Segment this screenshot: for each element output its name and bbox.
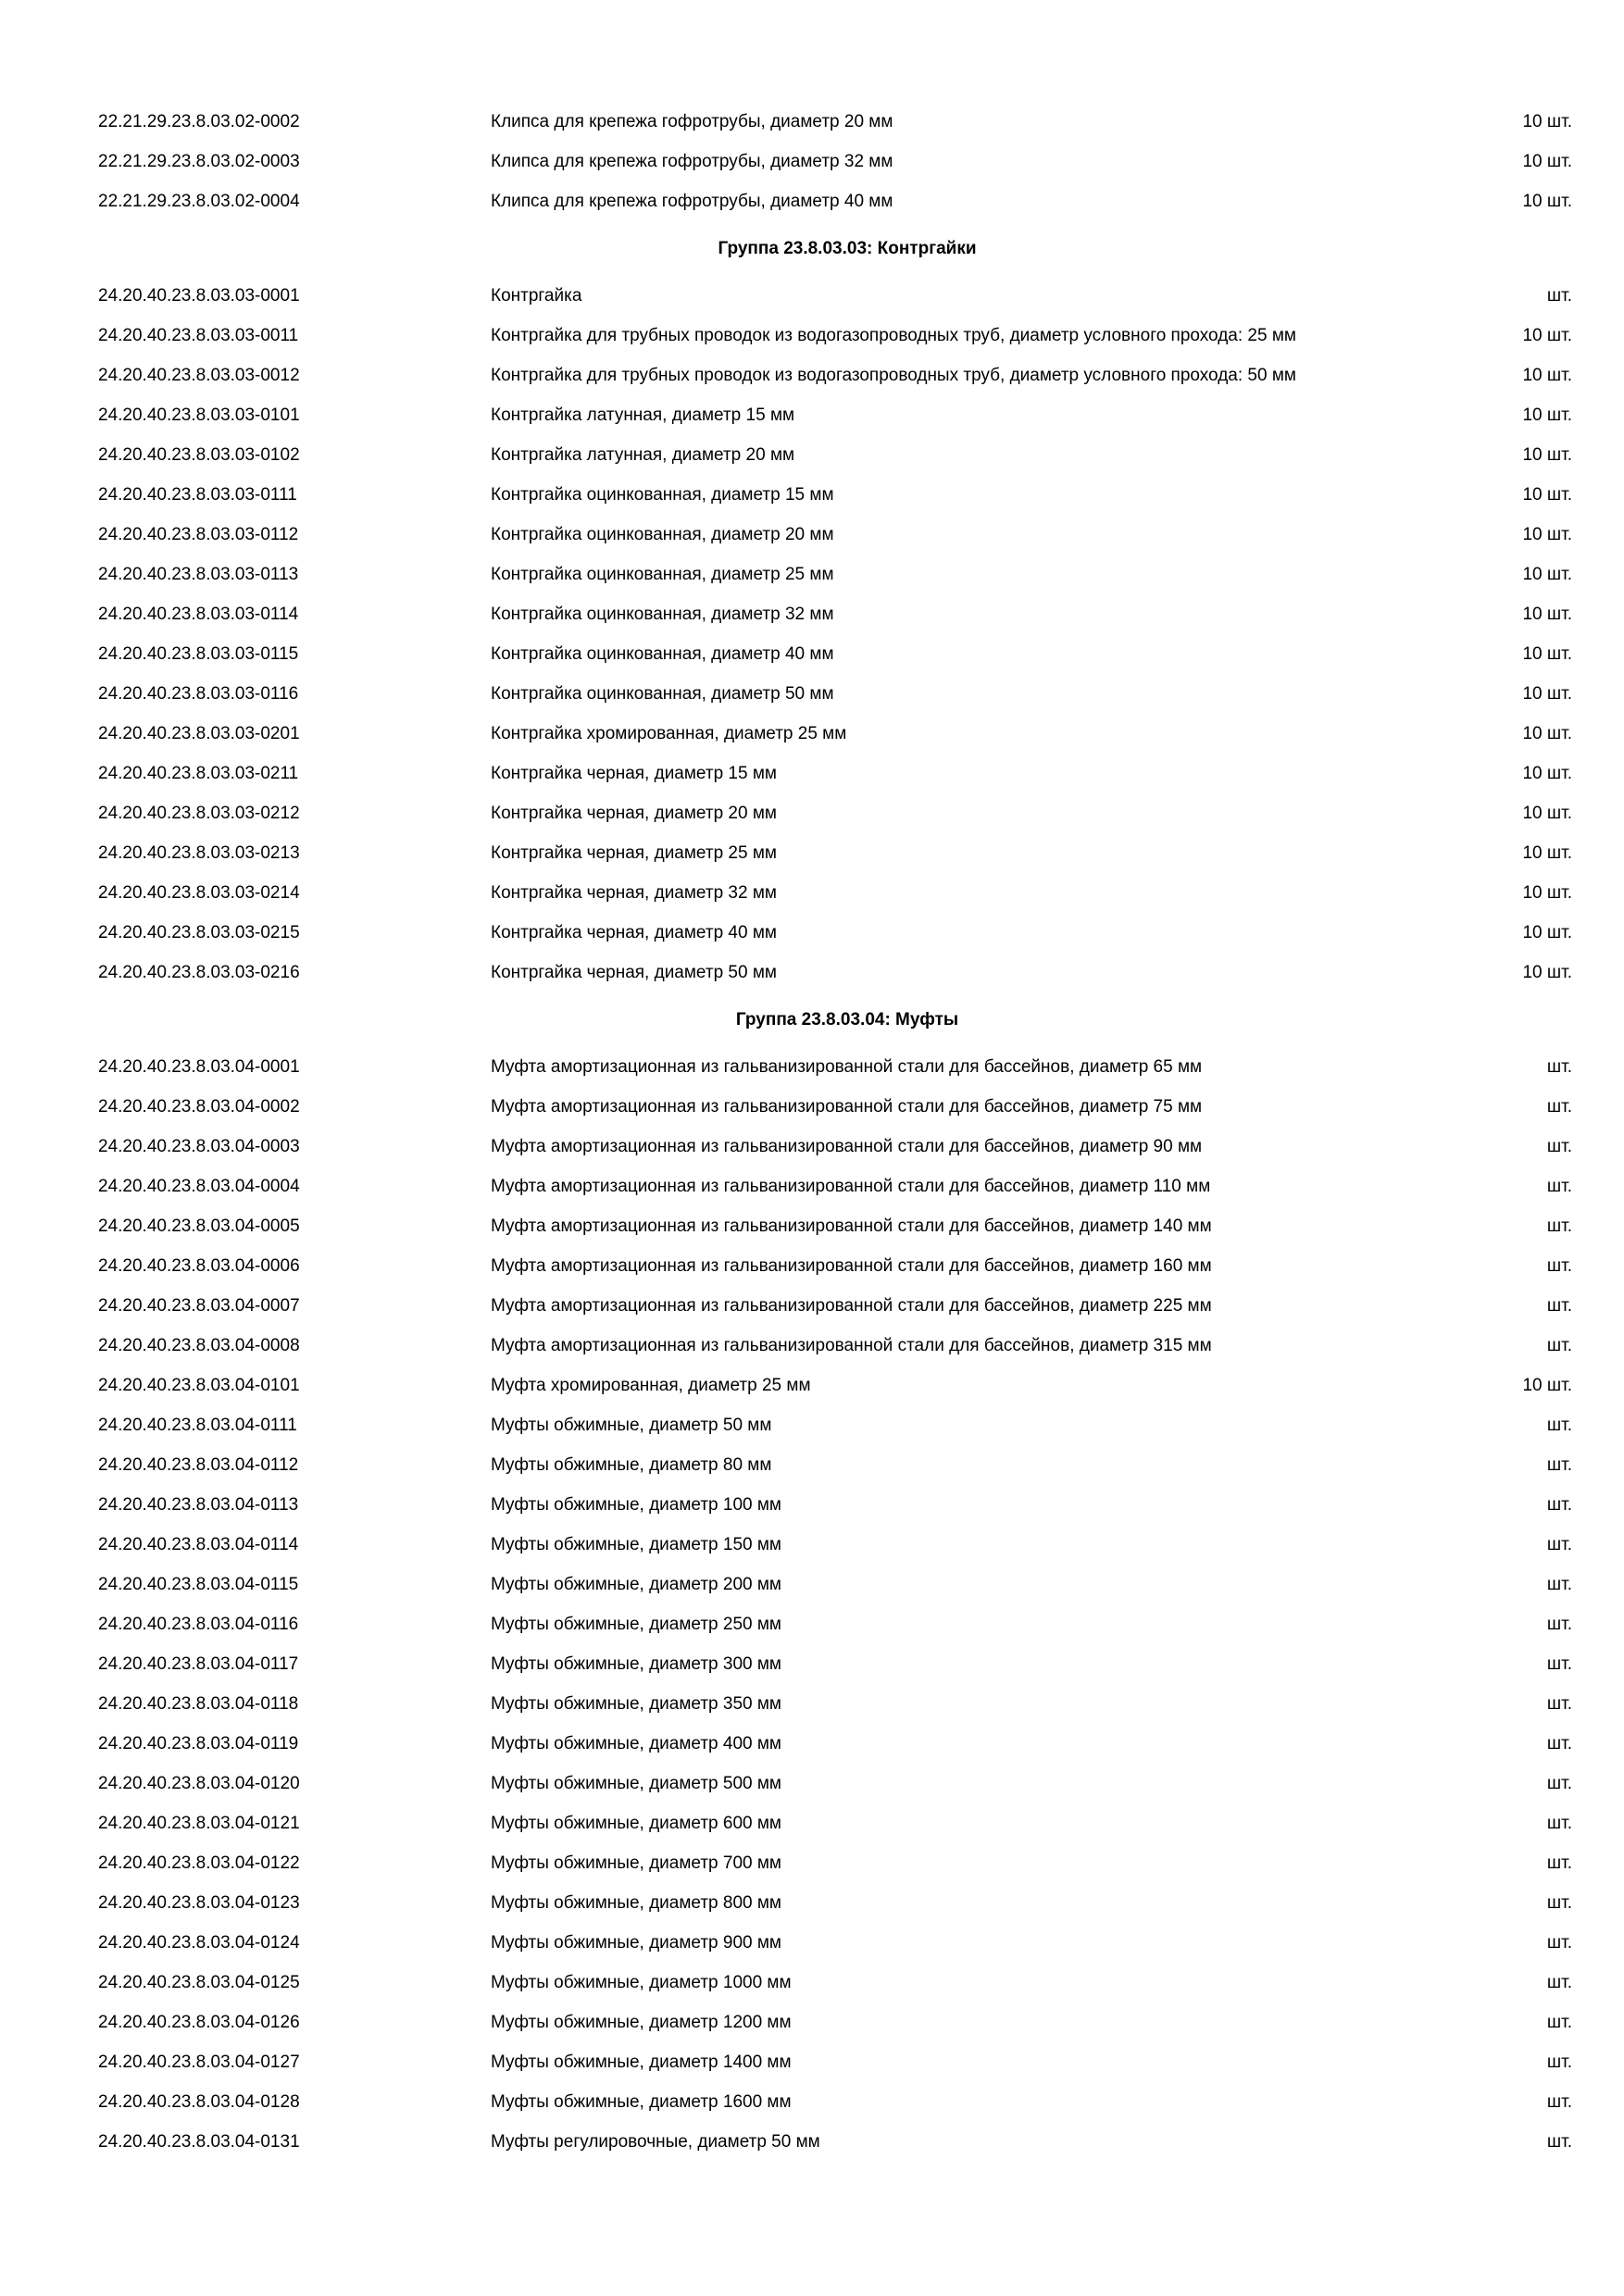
table-row — [98, 754, 1583, 793]
resource-name: Муфты обжимные, диаметр 150 мм — [491, 1535, 781, 1554]
resource-name: Контргайка черная, диаметр 40 мм — [491, 923, 777, 942]
table-row — [98, 1047, 1583, 1087]
table-row — [98, 1087, 1583, 1127]
resource-code: 24.20.40.23.8.03.04-0131 — [98, 2132, 300, 2152]
unit-of-measure: шт. — [1546, 1694, 1572, 1714]
resource-code: 22.21.29.23.8.03.02-0004 — [98, 192, 300, 211]
table-row — [98, 1684, 1583, 1724]
resource-name: Клипса для крепежа гофротрубы, диаметр 40 мм — [491, 192, 893, 211]
resource-code: 24.20.40.23.8.03.03-0114 — [98, 605, 299, 624]
unit-of-measure: 10 шт. — [1522, 366, 1572, 385]
resource-code: 24.20.40.23.8.03.04-0128 — [98, 2092, 300, 2112]
resource-name: Муфты обжимные, диаметр 1200 мм — [491, 2013, 792, 2032]
table-row — [98, 1843, 1583, 1883]
table-row — [98, 714, 1583, 754]
resource-name: Муфта амортизационная из гальванизированной стали для бассейнов, диаметр 140 мм — [491, 1217, 1212, 1236]
unit-of-measure: 10 шт. — [1522, 192, 1572, 211]
table-row — [98, 1445, 1583, 1485]
resource-name: Контргайка для трубных проводок из водогазопроводных труб, диаметр условного прохода: 50 мм — [491, 366, 1296, 385]
table-row — [98, 913, 1583, 953]
table-row — [98, 1565, 1583, 1604]
unit-of-measure: шт. — [1546, 1734, 1572, 1753]
resource-name: Муфта амортизационная из гальванизированной стали для бассейнов, диаметр 110 мм — [491, 1177, 1211, 1196]
resource-code: 24.20.40.23.8.03.04-0120 — [98, 1774, 300, 1793]
resource-name: Муфты регулировочные, диаметр 50 мм — [491, 2132, 820, 2152]
unit-of-measure: шт. — [1546, 1575, 1572, 1594]
unit-of-measure: 10 шт. — [1522, 883, 1572, 903]
resource-code: 24.20.40.23.8.03.03-0212 — [98, 804, 300, 823]
resource-code: 24.20.40.23.8.03.03-0216 — [98, 963, 300, 982]
resource-code: 22.21.29.23.8.03.02-0002 — [98, 112, 300, 131]
table-row — [98, 1525, 1583, 1565]
unit-of-measure: 10 шт. — [1522, 684, 1572, 704]
table-row — [98, 1167, 1583, 1206]
resource-name: Муфты обжимные, диаметр 700 мм — [491, 1853, 781, 1873]
table-row — [98, 2042, 1583, 2082]
resource-name: Контргайка оцинкованная, диаметр 15 мм — [491, 485, 834, 505]
table-row — [98, 1963, 1583, 2003]
resource-code: 24.20.40.23.8.03.03-0113 — [98, 565, 299, 584]
resource-code: 24.20.40.23.8.03.04-0114 — [98, 1535, 299, 1554]
resource-name: Контргайка черная, диаметр 50 мм — [491, 963, 777, 982]
resource-code: 24.20.40.23.8.03.04-0101 — [98, 1376, 300, 1395]
unit-of-measure: шт. — [1546, 1177, 1572, 1196]
unit-of-measure: шт. — [1546, 1217, 1572, 1236]
unit-of-measure: 10 шт. — [1522, 724, 1572, 743]
resource-code: 24.20.40.23.8.03.04-0005 — [98, 1217, 300, 1236]
table-row — [98, 1764, 1583, 1803]
resource-name: Контргайка оцинкованная, диаметр 25 мм — [491, 565, 834, 584]
resource-code: 24.20.40.23.8.03.04-0125 — [98, 1973, 300, 1992]
unit-of-measure: шт. — [1546, 1256, 1572, 1276]
resource-name: Муфты обжимные, диаметр 600 мм — [491, 1814, 781, 1833]
unit-of-measure: шт. — [1546, 1615, 1572, 1634]
resource-code: 24.20.40.23.8.03.03-0215 — [98, 923, 300, 942]
resource-code: 24.20.40.23.8.03.04-0116 — [98, 1615, 299, 1634]
unit-of-measure: шт. — [1546, 1893, 1572, 1913]
table-row — [98, 102, 1583, 142]
table-row — [98, 833, 1583, 873]
unit-of-measure: 10 шт. — [1522, 485, 1572, 505]
resource-code: 24.20.40.23.8.03.03-0115 — [98, 644, 299, 664]
table-row — [98, 435, 1583, 475]
unit-of-measure: шт. — [1546, 286, 1572, 306]
unit-of-measure: шт. — [1546, 1455, 1572, 1475]
resource-name: Контргайка черная, диаметр 15 мм — [491, 764, 777, 783]
resource-code: 24.20.40.23.8.03.04-0001 — [98, 1057, 300, 1077]
unit-of-measure: шт. — [1546, 1814, 1572, 1833]
resource-code: 24.20.40.23.8.03.04-0124 — [98, 1933, 300, 1953]
unit-of-measure: шт. — [1546, 1973, 1572, 1992]
resource-code: 24.20.40.23.8.03.03-0214 — [98, 883, 300, 903]
group-section — [98, 102, 1583, 221]
resource-code: 24.20.40.23.8.03.04-0122 — [98, 1853, 300, 1873]
unit-of-measure: 10 шт. — [1522, 644, 1572, 664]
resource-code: 24.20.40.23.8.03.04-0118 — [98, 1694, 299, 1714]
unit-of-measure: шт. — [1546, 1137, 1572, 1156]
unit-of-measure: шт. — [1546, 2092, 1572, 2112]
resource-code: 24.20.40.23.8.03.04-0007 — [98, 1296, 300, 1316]
table-row — [98, 276, 1583, 316]
group-section — [98, 221, 1583, 992]
table-row — [98, 2003, 1583, 2042]
unit-of-measure: 10 шт. — [1522, 804, 1572, 823]
resource-code: 24.20.40.23.8.03.04-0008 — [98, 1336, 300, 1355]
table-row — [98, 1127, 1583, 1167]
resource-name: Контргайка черная, диаметр 20 мм — [491, 804, 777, 823]
resource-name: Муфты обжимные, диаметр 350 мм — [491, 1694, 781, 1714]
resource-code: 24.20.40.23.8.03.04-0121 — [98, 1814, 300, 1833]
unit-of-measure: шт. — [1546, 1336, 1572, 1355]
resource-name: Контргайка оцинкованная, диаметр 40 мм — [491, 644, 834, 664]
table-row — [98, 1803, 1583, 1843]
resource-code: 24.20.40.23.8.03.04-0123 — [98, 1893, 300, 1913]
table-row — [98, 1286, 1583, 1326]
table-row — [98, 316, 1583, 356]
table-row — [98, 515, 1583, 555]
resource-name: Клипса для крепежа гофротрубы, диаметр 20 мм — [491, 112, 893, 131]
resource-name: Муфты обжимные, диаметр 200 мм — [491, 1575, 781, 1594]
resource-name: Контргайка оцинкованная, диаметр 50 мм — [491, 684, 834, 704]
table-row — [98, 1206, 1583, 1246]
unit-of-measure: шт. — [1546, 2013, 1572, 2032]
resource-code: 24.20.40.23.8.03.04-0117 — [98, 1654, 299, 1674]
resource-code: 24.20.40.23.8.03.04-0112 — [98, 1455, 299, 1475]
table-row — [98, 142, 1583, 181]
resource-code: 22.21.29.23.8.03.02-0003 — [98, 152, 300, 171]
resource-name: Муфта амортизационная из гальванизированной стали для бассейнов, диаметр 90 мм — [491, 1137, 1203, 1156]
unit-of-measure: шт. — [1546, 1853, 1572, 1873]
resource-code: 24.20.40.23.8.03.04-0111 — [98, 1416, 297, 1435]
unit-of-measure: 10 шт. — [1522, 565, 1572, 584]
unit-of-measure: 10 шт. — [1522, 525, 1572, 544]
resource-name: Муфты обжимные, диаметр 400 мм — [491, 1734, 781, 1753]
unit-of-measure: 10 шт. — [1522, 923, 1572, 942]
group-section — [98, 992, 1583, 2162]
resource-code: 24.20.40.23.8.03.04-0002 — [98, 1097, 300, 1117]
unit-of-measure: 10 шт. — [1522, 963, 1572, 982]
table-row — [98, 953, 1583, 992]
resource-name: Контргайка оцинкованная, диаметр 20 мм — [491, 525, 834, 544]
table-row — [98, 2082, 1583, 2122]
resource-code: 24.20.40.23.8.03.04-0113 — [98, 1495, 299, 1515]
table-row — [98, 555, 1583, 594]
catalog-list — [98, 102, 1583, 2162]
table-row — [98, 674, 1583, 714]
resource-name: Контргайка оцинкованная, диаметр 32 мм — [491, 605, 834, 624]
unit-of-measure: 10 шт. — [1522, 326, 1572, 345]
resource-name: Контргайка черная, диаметр 32 мм — [491, 883, 777, 903]
unit-of-measure: шт. — [1546, 2132, 1572, 2152]
group-heading: Группа 23.8.03.03: Контргайки — [718, 239, 977, 258]
table-row — [98, 475, 1583, 515]
group-heading: Группа 23.8.03.04: Муфты — [735, 1010, 959, 1029]
table-row — [98, 1246, 1583, 1286]
resource-code: 24.20.40.23.8.03.04-0119 — [98, 1734, 299, 1753]
resource-code: 24.20.40.23.8.03.03-0101 — [98, 406, 300, 425]
resource-name: Муфты обжимные, диаметр 100 мм — [491, 1495, 781, 1515]
resource-name: Контргайка черная, диаметр 25 мм — [491, 843, 777, 863]
resource-name: Муфты обжимные, диаметр 250 мм — [491, 1615, 781, 1634]
resource-code: 24.20.40.23.8.03.03-0116 — [98, 684, 299, 704]
resource-name: Муфта амортизационная из гальванизированной стали для бассейнов, диаметр 160 мм — [491, 1256, 1212, 1276]
resource-code: 24.20.40.23.8.03.03-0011 — [98, 326, 299, 345]
resource-code: 24.20.40.23.8.03.03-0213 — [98, 843, 300, 863]
unit-of-measure: 10 шт. — [1522, 1376, 1572, 1395]
table-row — [98, 1366, 1583, 1405]
table-row — [98, 793, 1583, 833]
unit-of-measure: 10 шт. — [1522, 152, 1572, 171]
table-row — [98, 1923, 1583, 1963]
resource-code: 24.20.40.23.8.03.03-0111 — [98, 485, 297, 505]
resource-name: Клипса для крепежа гофротрубы, диаметр 32 мм — [491, 152, 893, 171]
resource-name: Муфта амортизационная из гальванизированной стали для бассейнов, диаметр 225 мм — [491, 1296, 1212, 1316]
unit-of-measure: шт. — [1546, 1416, 1572, 1435]
resource-name: Муфты обжимные, диаметр 80 мм — [491, 1455, 772, 1475]
resource-name: Муфты обжимные, диаметр 1600 мм — [491, 2092, 792, 2112]
unit-of-measure: шт. — [1546, 1774, 1572, 1793]
table-row — [98, 634, 1583, 674]
resource-code: 24.20.40.23.8.03.03-0201 — [98, 724, 300, 743]
resource-name: Муфта амортизационная из гальванизированной стали для бассейнов, диаметр 75 мм — [491, 1097, 1203, 1117]
resource-code: 24.20.40.23.8.03.03-0001 — [98, 286, 300, 306]
resource-code: 24.20.40.23.8.03.04-0006 — [98, 1256, 300, 1276]
resource-name: Контргайка латунная, диаметр 20 мм — [491, 445, 795, 465]
resource-name: Муфты обжимные, диаметр 1000 мм — [491, 1973, 792, 1992]
unit-of-measure: 10 шт. — [1522, 112, 1572, 131]
resource-name: Контргайка латунная, диаметр 15 мм — [491, 406, 795, 425]
resource-code: 24.20.40.23.8.03.04-0115 — [98, 1575, 299, 1594]
table-row — [98, 395, 1583, 435]
table-row — [98, 1485, 1583, 1525]
resource-name: Муфта хромированная, диаметр 25 мм — [491, 1376, 811, 1395]
unit-of-measure: шт. — [1546, 1933, 1572, 1953]
unit-of-measure: 10 шт. — [1522, 605, 1572, 624]
resource-code: 24.20.40.23.8.03.04-0126 — [98, 2013, 300, 2032]
resource-code: 24.20.40.23.8.03.04-0127 — [98, 2053, 300, 2072]
resource-name: Муфта амортизационная из гальванизированной стали для бассейнов, диаметр 315 мм — [491, 1336, 1212, 1355]
resource-code: 24.20.40.23.8.03.04-0004 — [98, 1177, 300, 1196]
resource-name: Муфты обжимные, диаметр 900 мм — [491, 1933, 781, 1953]
resource-code: 24.20.40.23.8.03.03-0012 — [98, 366, 300, 385]
resource-name: Муфта амортизационная из гальванизированной стали для бассейнов, диаметр 65 мм — [491, 1057, 1203, 1077]
resource-name: Муфты обжимные, диаметр 300 мм — [491, 1654, 781, 1674]
table-row — [98, 1724, 1583, 1764]
resource-name: Муфты обжимные, диаметр 800 мм — [491, 1893, 781, 1913]
table-row — [98, 1604, 1583, 1644]
unit-of-measure: 10 шт. — [1522, 406, 1572, 425]
unit-of-measure: 10 шт. — [1522, 764, 1572, 783]
unit-of-measure: шт. — [1546, 1535, 1572, 1554]
table-row — [98, 356, 1583, 395]
unit-of-measure: шт. — [1546, 2053, 1572, 2072]
table-row — [98, 1326, 1583, 1366]
unit-of-measure: 10 шт. — [1522, 445, 1572, 465]
resource-code: 24.20.40.23.8.03.04-0003 — [98, 1137, 300, 1156]
table-row — [98, 1883, 1583, 1923]
table-row — [98, 594, 1583, 634]
resource-code: 24.20.40.23.8.03.03-0112 — [98, 525, 299, 544]
resource-code: 24.20.40.23.8.03.03-0211 — [98, 764, 299, 783]
table-row — [98, 1405, 1583, 1445]
resource-name: Муфты обжимные, диаметр 500 мм — [491, 1774, 781, 1793]
resource-code: 24.20.40.23.8.03.03-0102 — [98, 445, 300, 465]
table-row — [98, 181, 1583, 221]
unit-of-measure: 10 шт. — [1522, 843, 1572, 863]
resource-name: Муфты обжимные, диаметр 50 мм — [491, 1416, 772, 1435]
unit-of-measure: шт. — [1546, 1097, 1572, 1117]
table-row — [98, 873, 1583, 913]
unit-of-measure: шт. — [1546, 1296, 1572, 1316]
unit-of-measure: шт. — [1546, 1057, 1572, 1077]
resource-name: Муфты обжимные, диаметр 1400 мм — [491, 2053, 792, 2072]
resource-name: Контргайка хромированная, диаметр 25 мм — [491, 724, 847, 743]
unit-of-measure: шт. — [1546, 1654, 1572, 1674]
table-row — [98, 2122, 1583, 2162]
table-row — [98, 1644, 1583, 1684]
unit-of-measure: шт. — [1546, 1495, 1572, 1515]
resource-name: Контргайка для трубных проводок из водогазопроводных труб, диаметр условного прохода: 25 мм — [491, 326, 1296, 345]
resource-name: Контргайка — [491, 286, 582, 306]
